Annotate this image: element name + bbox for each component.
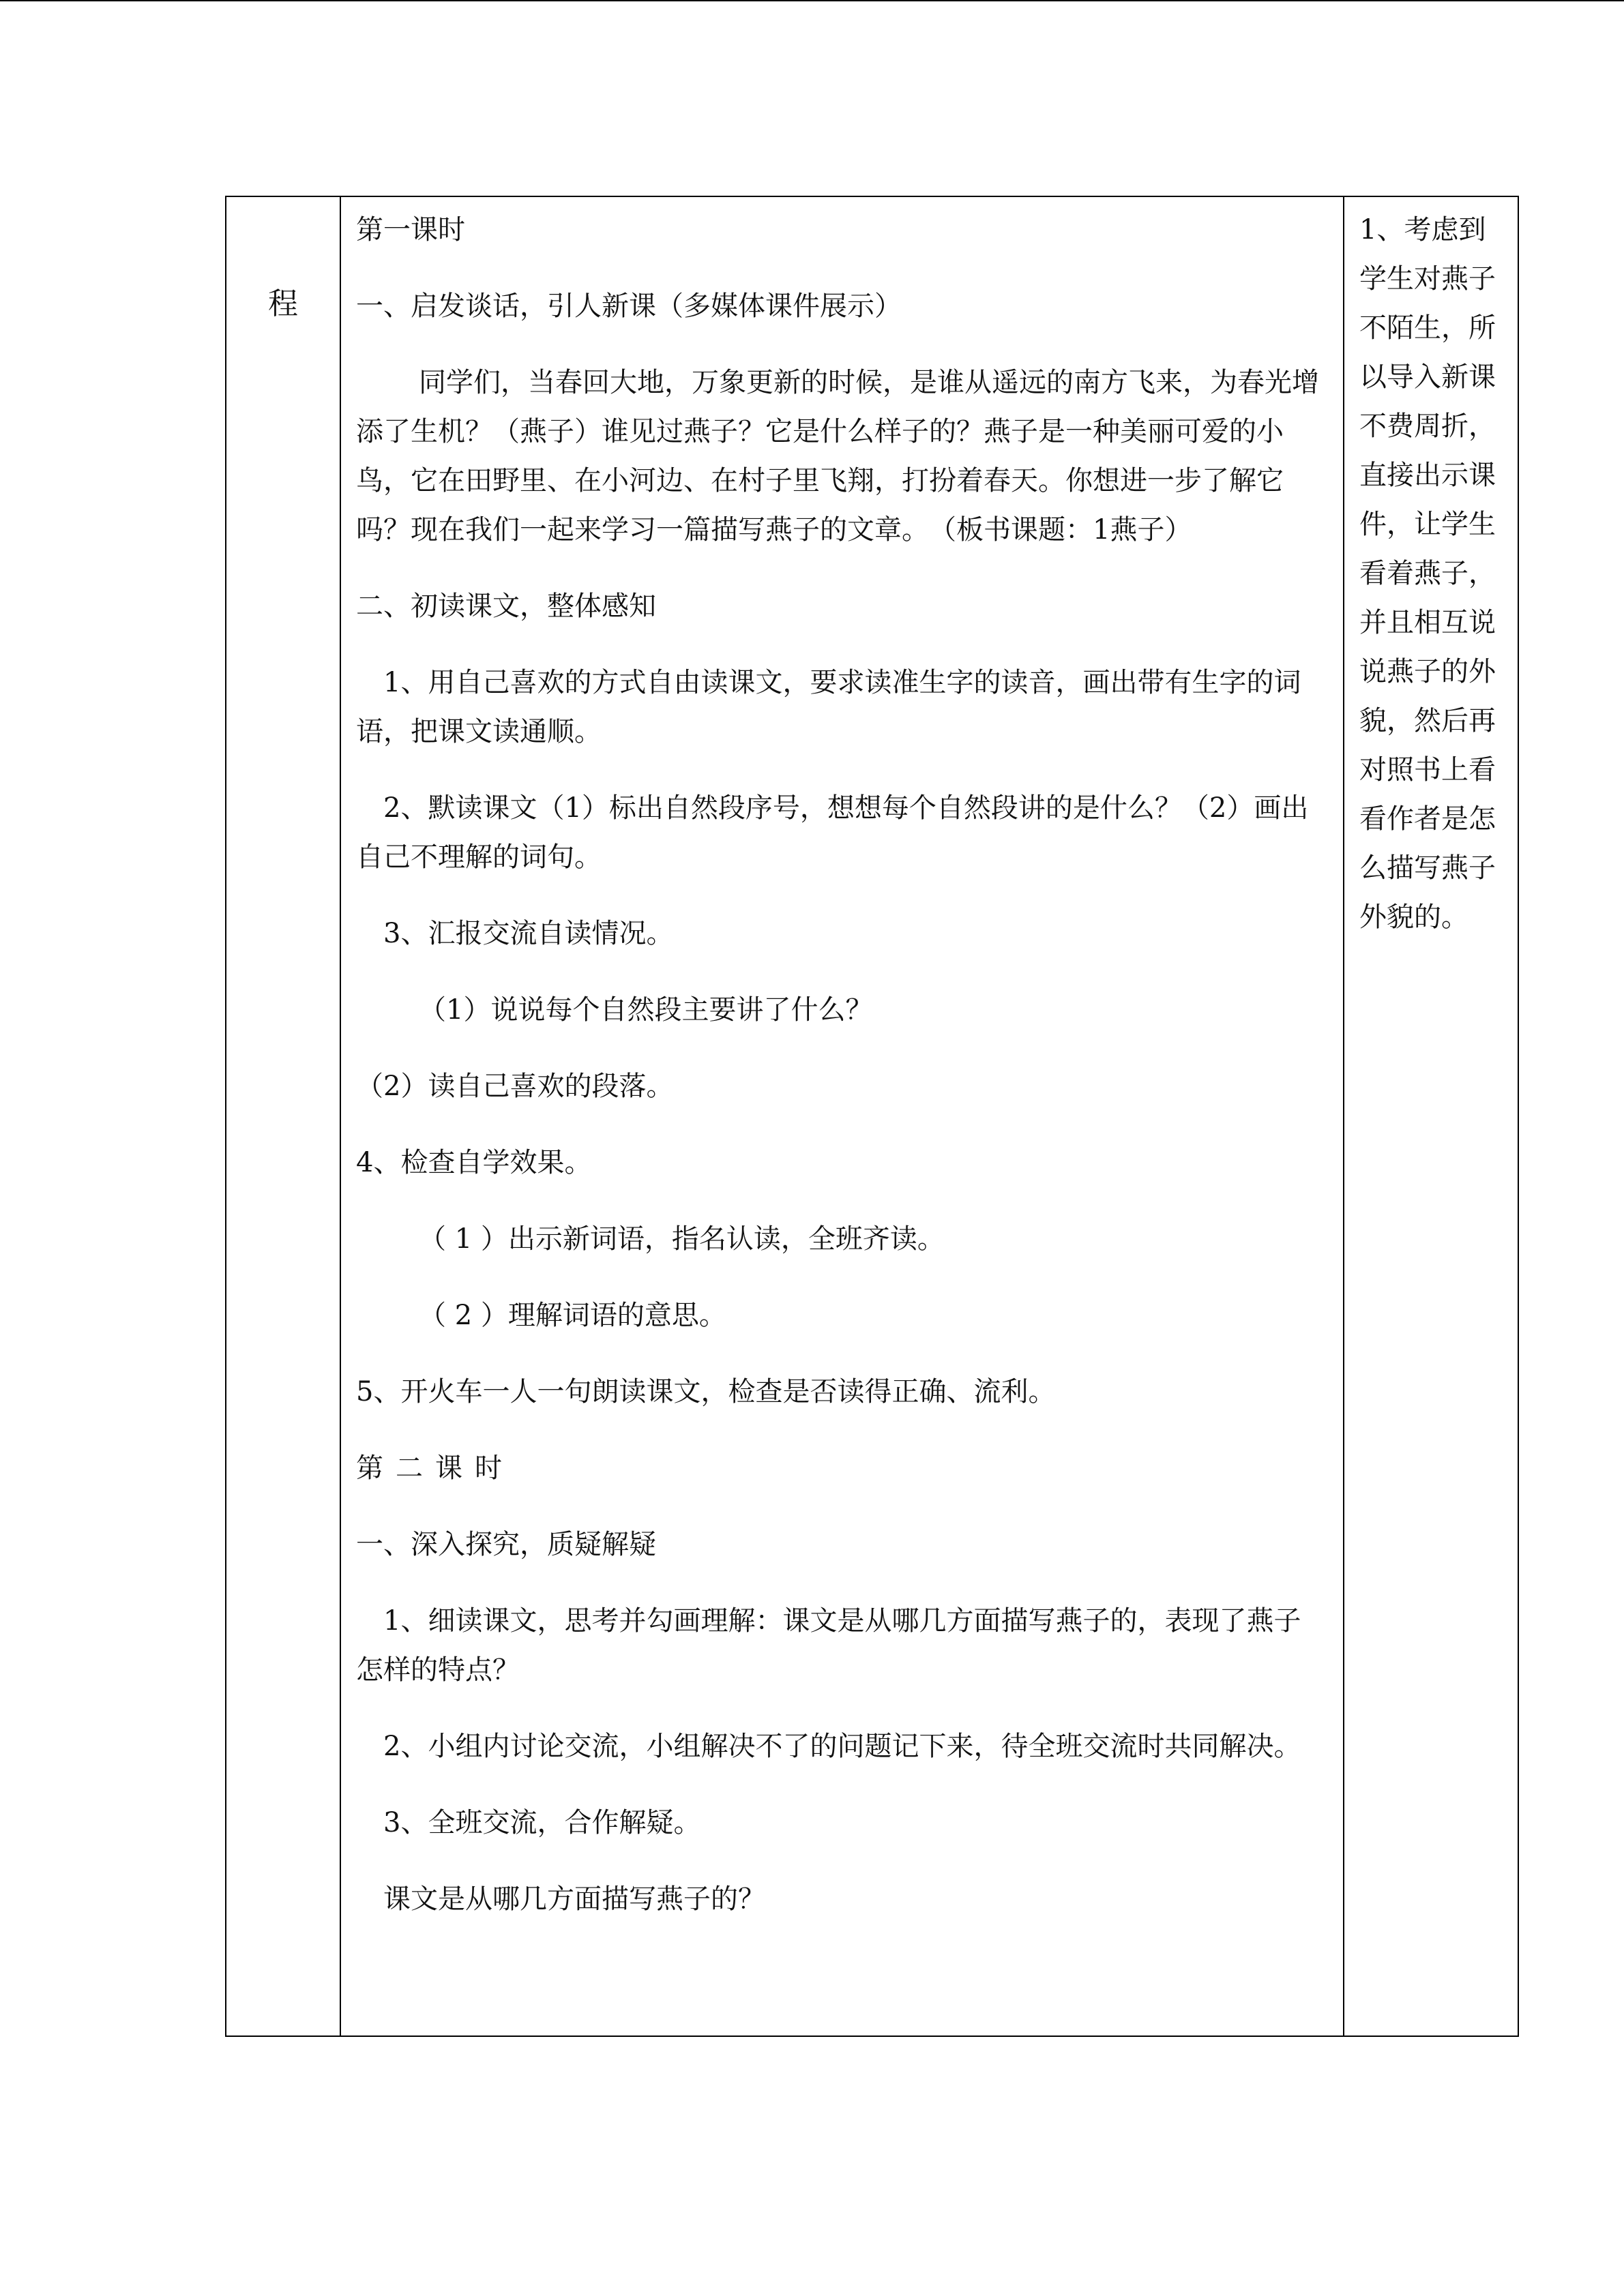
list-item: 1、用自己喜欢的方式自由读课文，要求读准生字的读音，画出带有生字的词语，把课文读通顺。	[356, 667, 1301, 747]
lesson-plan-table	[225, 196, 1519, 2037]
content-cell	[340, 196, 1344, 2036]
lesson-heading-2: 第二课时	[356, 1452, 514, 1484]
section-heading: 二、初读课文，整体感知	[356, 591, 656, 622]
paragraph: 同学们，当春回大地，万象更新的时候，是谁从遥远的南方飞来，为春光增添了生机？（燕子）谁见过燕子？它是什么样子的？燕子是一种美丽可爱的小鸟，它在田野里、在小河边、在村子里飞翔，打扮着春天。你想进一步了解它吗？现在我们一起来学习一篇描写燕子的文章。 （板书课题：1燕子）	[356, 367, 1319, 546]
note-cell	[1344, 196, 1518, 2036]
section-heading: 一、启发谈话，引人新课（多媒体课件展示）	[356, 290, 902, 322]
paragraph: 课文是从哪几方面描写燕子的？	[383, 1883, 765, 1915]
list-item: 3、全班交流，合作解疑。	[383, 1807, 701, 1838]
sub-item: （ 1 ）出示新词语，指名认读，全班齐读。	[419, 1223, 945, 1255]
list-item: 2、默读课文（1）标出自然段序号，想想每个自然段讲的是什么？（2）画出自己不理解的词句。	[356, 792, 1309, 873]
lesson-heading-1: 第一课时	[356, 214, 465, 245]
table-row	[226, 196, 1518, 2036]
sub-item: （1）说说每个自然段主要讲了什么？	[419, 994, 873, 1026]
side-label-cell	[226, 196, 340, 2036]
list-item: 4、检查自学效果。	[356, 1147, 592, 1178]
sub-item: （2）读自己喜欢的段落。	[356, 1071, 674, 1102]
sub-item: （ 2 ）理解词语的意思。	[419, 1300, 726, 1331]
list-item: 2、小组内讨论交流，小组解决不了的问题记下来，待全班交流时共同解决。	[383, 1731, 1301, 1762]
design-note: 1、考虑到学生对燕子不陌生，所以导入新课不费周折，直接出示课件，让学生看着燕子，并且相互说说燕子的外貌，然后再对照书上看看作者是怎么描写燕子外貌的。	[1359, 214, 1496, 933]
section-heading: 一、深入探究，质疑解疑	[356, 1529, 656, 1560]
list-item: 5、开火车一人一句朗读课文，检查是否读得正确、流利。	[356, 1376, 1056, 1407]
list-item: 1、细读课文，思考并勾画理解：课文是从哪几方面描写燕子的，表现了燕子怎样的特点？	[356, 1605, 1301, 1686]
page-top-rule	[0, 0, 1624, 1]
side-label: 程	[268, 286, 298, 321]
list-item: 3、汇报交流自读情况。	[383, 918, 674, 949]
